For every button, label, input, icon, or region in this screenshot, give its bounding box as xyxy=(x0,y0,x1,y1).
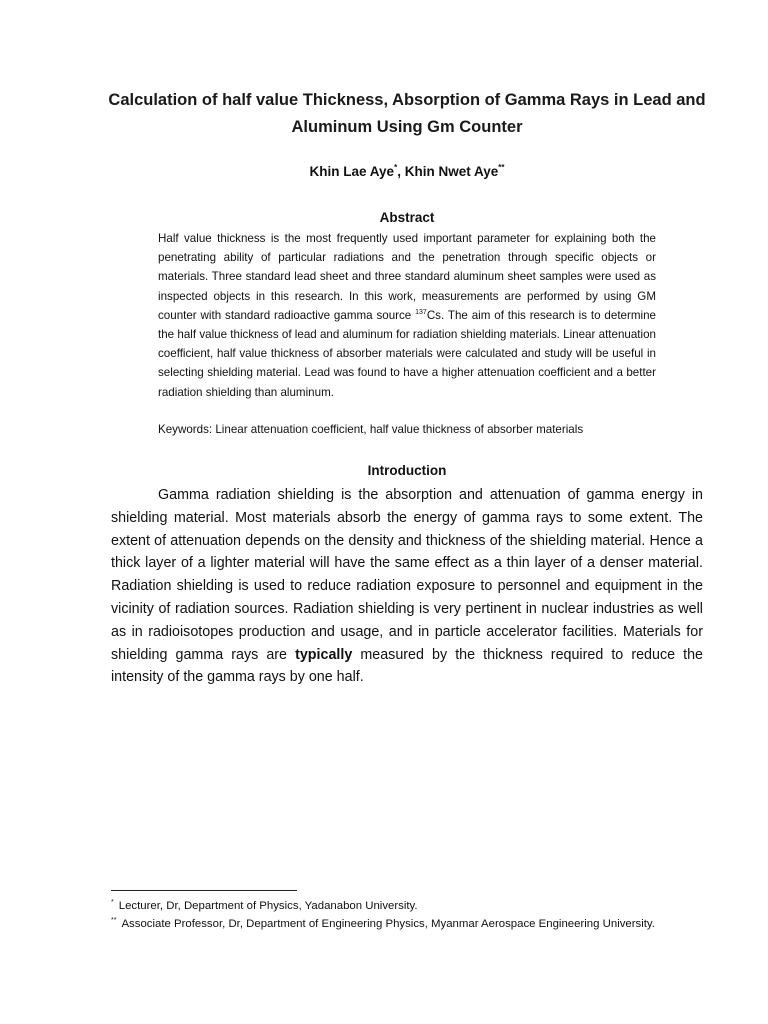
author-line xyxy=(100,162,714,182)
paper-title: Calculation of half value Thickness, Absorption of Gamma Rays in Lead and Aluminum Using Gm Counter xyxy=(108,91,706,136)
keywords-line: Keywords: Linear attenuation coefficient, half value thickness of absorber materials xyxy=(158,423,584,436)
introduction-text-part-2: measured by the thickness required to reduce the intensity of the gamma rays by one half. xyxy=(111,646,703,686)
author-separator: , xyxy=(397,164,405,179)
author-1-name: Khin Lae Aye xyxy=(309,164,395,179)
introduction-body xyxy=(111,484,703,689)
author-1-footnote-mark: * xyxy=(394,163,398,172)
introduction-bold-word: typically xyxy=(295,646,353,663)
abstract-heading: Abstract xyxy=(379,210,435,225)
author-2-name: Khin Nwet Aye xyxy=(404,164,499,179)
footnote-1-mark: * xyxy=(111,899,114,906)
isotope-mass-number: 137 xyxy=(415,308,427,316)
footnote-2-mark: ** xyxy=(111,917,117,924)
abstract-text-part-1: Half value thickness is the most frequently used important parameter for explaining both the penetrating ability of particular radiations and the penetration through specific objects or materials. Three standard lead sheet and three standard aluminum sheet samples were used as inspected objects in this research. In this work, measurements are performed by using GM counter with standard radioactive gamma source xyxy=(158,232,656,322)
footnote-2-text: Associate Professor, Dr, Department of Engineering Physics, Myanmar Aerospace Engineering University. xyxy=(121,918,655,930)
footnote-1 xyxy=(111,898,731,914)
introduction-heading: Introduction xyxy=(367,463,447,478)
footnote-2 xyxy=(111,916,731,932)
footnote-1-text: Lecturer, Dr, Department of Physics, Yadanabon University. xyxy=(118,900,418,912)
author-2-footnote-mark: ** xyxy=(498,163,505,172)
introduction-text-part-1: Gamma radiation shielding is the absorption and attenuation of gamma energy in shielding material. Most materials absorb the energy of gamma rays to some extent. The extent of attenuation depends on the density and thickness of the shielding material. Hence a thick layer of a lighter material will have the same effect as a thin layer of a denser material. Radiation shielding is used to reduce radiation exposure to personnel and equipment in the vicinity of radiation sources. Radiation shielding is very pertinent in nuclear industries as well as in radioisotopes production and usage, and in particle accelerator facilities. Materials for shielding gamma rays are xyxy=(111,487,703,663)
abstract-text-part-2: Cs. The aim of this research is to determine the half value thickness of lead and aluminum for radiation shielding materials. Linear attenuation coefficient, half value thickness of absorber materials were calculated and study will be useful in selecting shielding material. Lead was found to have a higher attenuation coefficient and a better radiation shielding than aluminum. xyxy=(158,308,656,399)
footnote-divider xyxy=(111,890,297,891)
abstract-body xyxy=(158,229,656,402)
